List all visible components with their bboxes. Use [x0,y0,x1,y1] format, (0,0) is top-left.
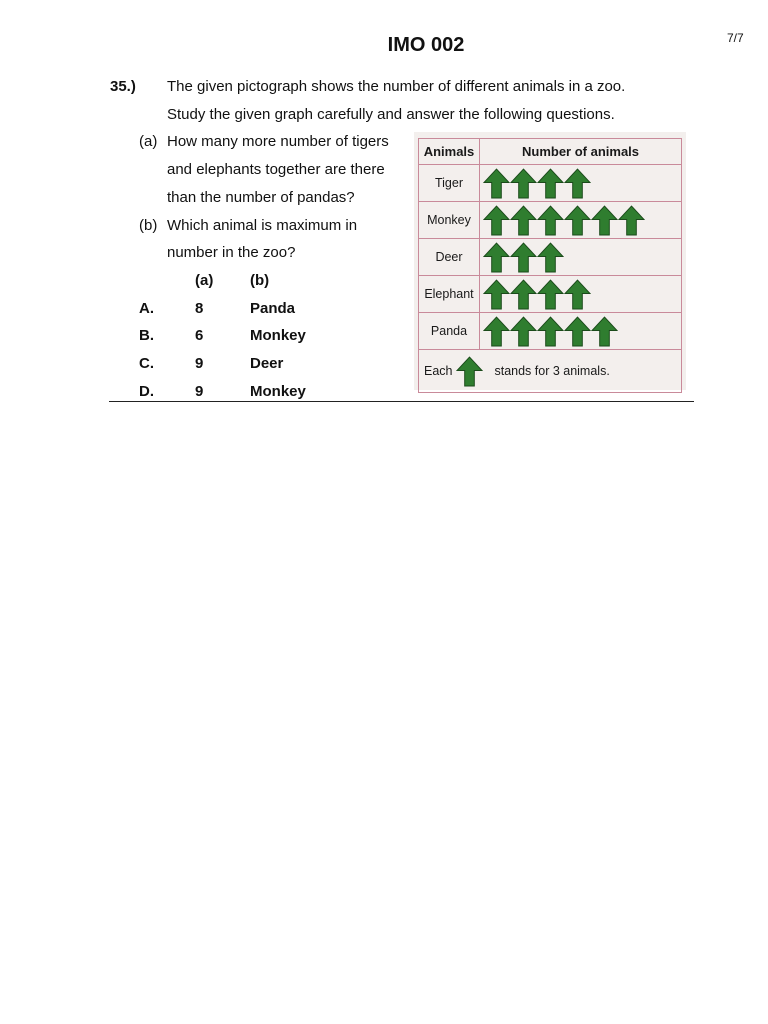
green-up-arrow-icon [510,279,537,310]
pictograph-animal-name: Elephant [419,276,480,313]
green-up-arrow-icon [456,356,483,387]
pictograph-key [419,350,682,393]
green-up-arrow-icon [510,316,537,347]
option-a-value-a: 8 [195,300,204,317]
green-up-arrow-icon [483,316,510,347]
pictograph-key-symbol-slot [456,363,483,377]
option-d-value-b: Monkey [250,383,306,400]
answer-header-a: (a) [195,272,214,289]
green-up-arrow-icon [483,242,510,273]
green-up-arrow-icon [591,316,618,347]
option-d-letter: D. [139,383,154,400]
green-up-arrow-icon [510,205,537,236]
pictograph-header-number: Number of animals [480,139,682,165]
pictograph-symbols [480,313,682,350]
part-a-line-2: and elephants together are there [167,161,385,178]
part-b-line-1: Which animal is maximum in [167,217,358,234]
pictograph-key-row [419,350,682,393]
pictograph-symbols [480,276,682,313]
green-up-arrow-icon [537,279,564,310]
pictograph-animal-name: Monkey [419,202,480,239]
part-b-line-2: number in the zoo? [167,244,296,261]
green-up-arrow-icon [483,205,510,236]
page-number: 7/7 [727,31,744,45]
part-b-label: (b) [139,217,158,234]
pictograph-row [419,239,682,276]
option-c-letter: C. [139,355,154,372]
green-up-arrow-icon [483,168,510,199]
pictograph-animal-name: Panda [419,313,480,350]
pictograph-symbols [480,202,682,239]
pictograph-row [419,202,682,239]
green-up-arrow-icon [564,168,591,199]
green-up-arrow-icon [591,205,618,236]
pictograph-header-animals: Animals [419,139,480,165]
green-up-arrow-icon [510,242,537,273]
answer-header-b: (b) [250,272,270,289]
green-up-arrow-icon [537,242,564,273]
green-up-arrow-icon [618,205,645,236]
bottom-rule [109,401,694,402]
green-up-arrow-icon [564,279,591,310]
green-up-arrow-icon [510,168,537,199]
pictograph-animal-name: Deer [419,239,480,276]
pictograph-symbols [480,165,682,202]
pictograph-row [419,313,682,350]
green-up-arrow-icon [564,316,591,347]
question-intro-line-1: The given pictograph shows the number of different animals in a zoo. [167,78,626,95]
option-b-value-a: 6 [195,327,204,344]
pictograph-header-row [419,139,682,165]
question-intro-line-2: Study the given graph carefully and answer the following questions. [167,106,615,123]
option-b-letter: B. [139,327,154,344]
pictograph-animal-name: Tiger [419,165,480,202]
page-title: IMO 002 [387,34,465,56]
pictograph [414,132,686,390]
option-c-value-b: Deer [250,355,284,372]
pictograph-row [419,165,682,202]
option-a-value-b: Panda [250,300,296,317]
question-number: 35.) [110,78,136,95]
pictograph-key-each: Each [424,364,453,378]
part-a-line-1: How many more number of tigers [167,133,389,150]
option-d-value-a: 9 [195,383,204,400]
option-a-letter: A. [139,300,154,317]
green-up-arrow-icon [483,279,510,310]
option-c-value-a: 9 [195,355,204,372]
option-b-value-b: Monkey [250,327,306,344]
part-a-line-3: than the number of pandas? [167,189,355,206]
pictograph-symbols [480,239,682,276]
green-up-arrow-icon [537,316,564,347]
pictograph-row [419,276,682,313]
part-a-label: (a) [139,133,158,150]
pictograph-key-text: stands for 3 animals. [494,364,610,378]
green-up-arrow-icon [564,205,591,236]
green-up-arrow-icon [537,205,564,236]
green-up-arrow-icon [537,168,564,199]
pictograph-table [418,138,682,393]
